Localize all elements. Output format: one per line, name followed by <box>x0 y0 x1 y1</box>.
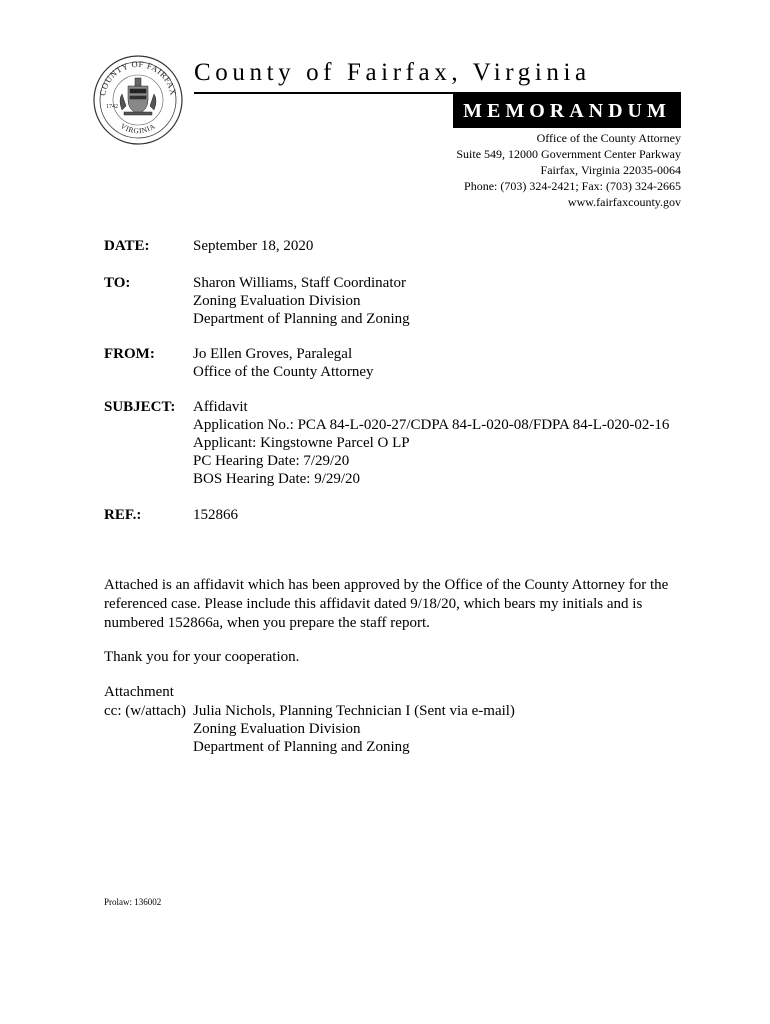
seal-year: 1742 <box>106 104 118 110</box>
to-label: TO: <box>104 275 131 291</box>
seal-top-text: COUNTY OF FAIRFAX <box>97 58 179 97</box>
county-title: County of Fairfax, Virginia <box>194 59 591 86</box>
body-paragraph: Attached is an affidavit which has been approved by the Office of the County Attorney for the referenced case. Please include this affidavit dated 9/18/20, which bears my initials and is numbered 152866a, when you prepare the staff report. <box>104 577 669 631</box>
prolaw-number: Prolaw: 136002 <box>104 897 162 907</box>
attachment-note: Attachment <box>104 684 174 700</box>
cc-label: cc: (w/attach) <box>104 703 187 719</box>
from-line: Office of the County Attorney <box>193 364 374 380</box>
svg-text:VIRGINIA <box>119 121 157 135</box>
office-name: Office of the County Attorney <box>536 131 681 145</box>
date-value: September 18, 2020 <box>193 238 314 254</box>
subject-line: PC Hearing Date: 7/29/20 <box>193 453 350 469</box>
office-suite: Suite 549, 12000 Government Center Parkway <box>456 147 681 161</box>
seal-emblem <box>120 78 156 115</box>
ref-label: REF.: <box>104 507 142 523</box>
subject-line: Application No.: PCA 84-L-020-27/CDPA 84-L-020-08/FDPA 84-L-020-02-16 <box>193 417 670 433</box>
office-phone: Phone: (703) 324-2421; Fax: (703) 324-2665 <box>464 179 681 193</box>
subject-line: Applicant: Kingstowne Parcel O LP <box>193 435 410 451</box>
seal-bottom-text: VIRGINIA <box>119 121 157 136</box>
to-line: Department of Planning and Zoning <box>193 311 410 327</box>
subject-line: Affidavit <box>193 399 248 415</box>
date-label: DATE: <box>104 238 150 254</box>
cc-line: Zoning Evaluation Division <box>193 721 361 737</box>
subject-label: SUBJECT: <box>104 399 176 415</box>
office-city: Fairfax, Virginia 22035-0064 <box>540 163 681 177</box>
memorandum-banner: MEMORANDUM <box>453 94 681 128</box>
subject-line: BOS Hearing Date: 9/29/20 <box>193 471 361 487</box>
county-seal <box>92 54 184 146</box>
office-address <box>456 130 681 210</box>
ref-value: 152866 <box>193 507 238 523</box>
to-line: Sharon Williams, Staff Coordinator <box>193 275 406 291</box>
from-label: FROM: <box>104 346 155 362</box>
to-line: Zoning Evaluation Division <box>193 293 361 309</box>
thanks-paragraph: Thank you for your cooperation. <box>104 649 300 665</box>
office-website[interactable]: www.fairfaxcounty.gov <box>567 195 681 209</box>
cc-line: Julia Nichols, Planning Technician I (Sent via e-mail) <box>193 703 515 719</box>
from-line: Jo Ellen Groves, Paralegal <box>193 346 353 362</box>
cc-line: Department of Planning and Zoning <box>193 739 410 755</box>
